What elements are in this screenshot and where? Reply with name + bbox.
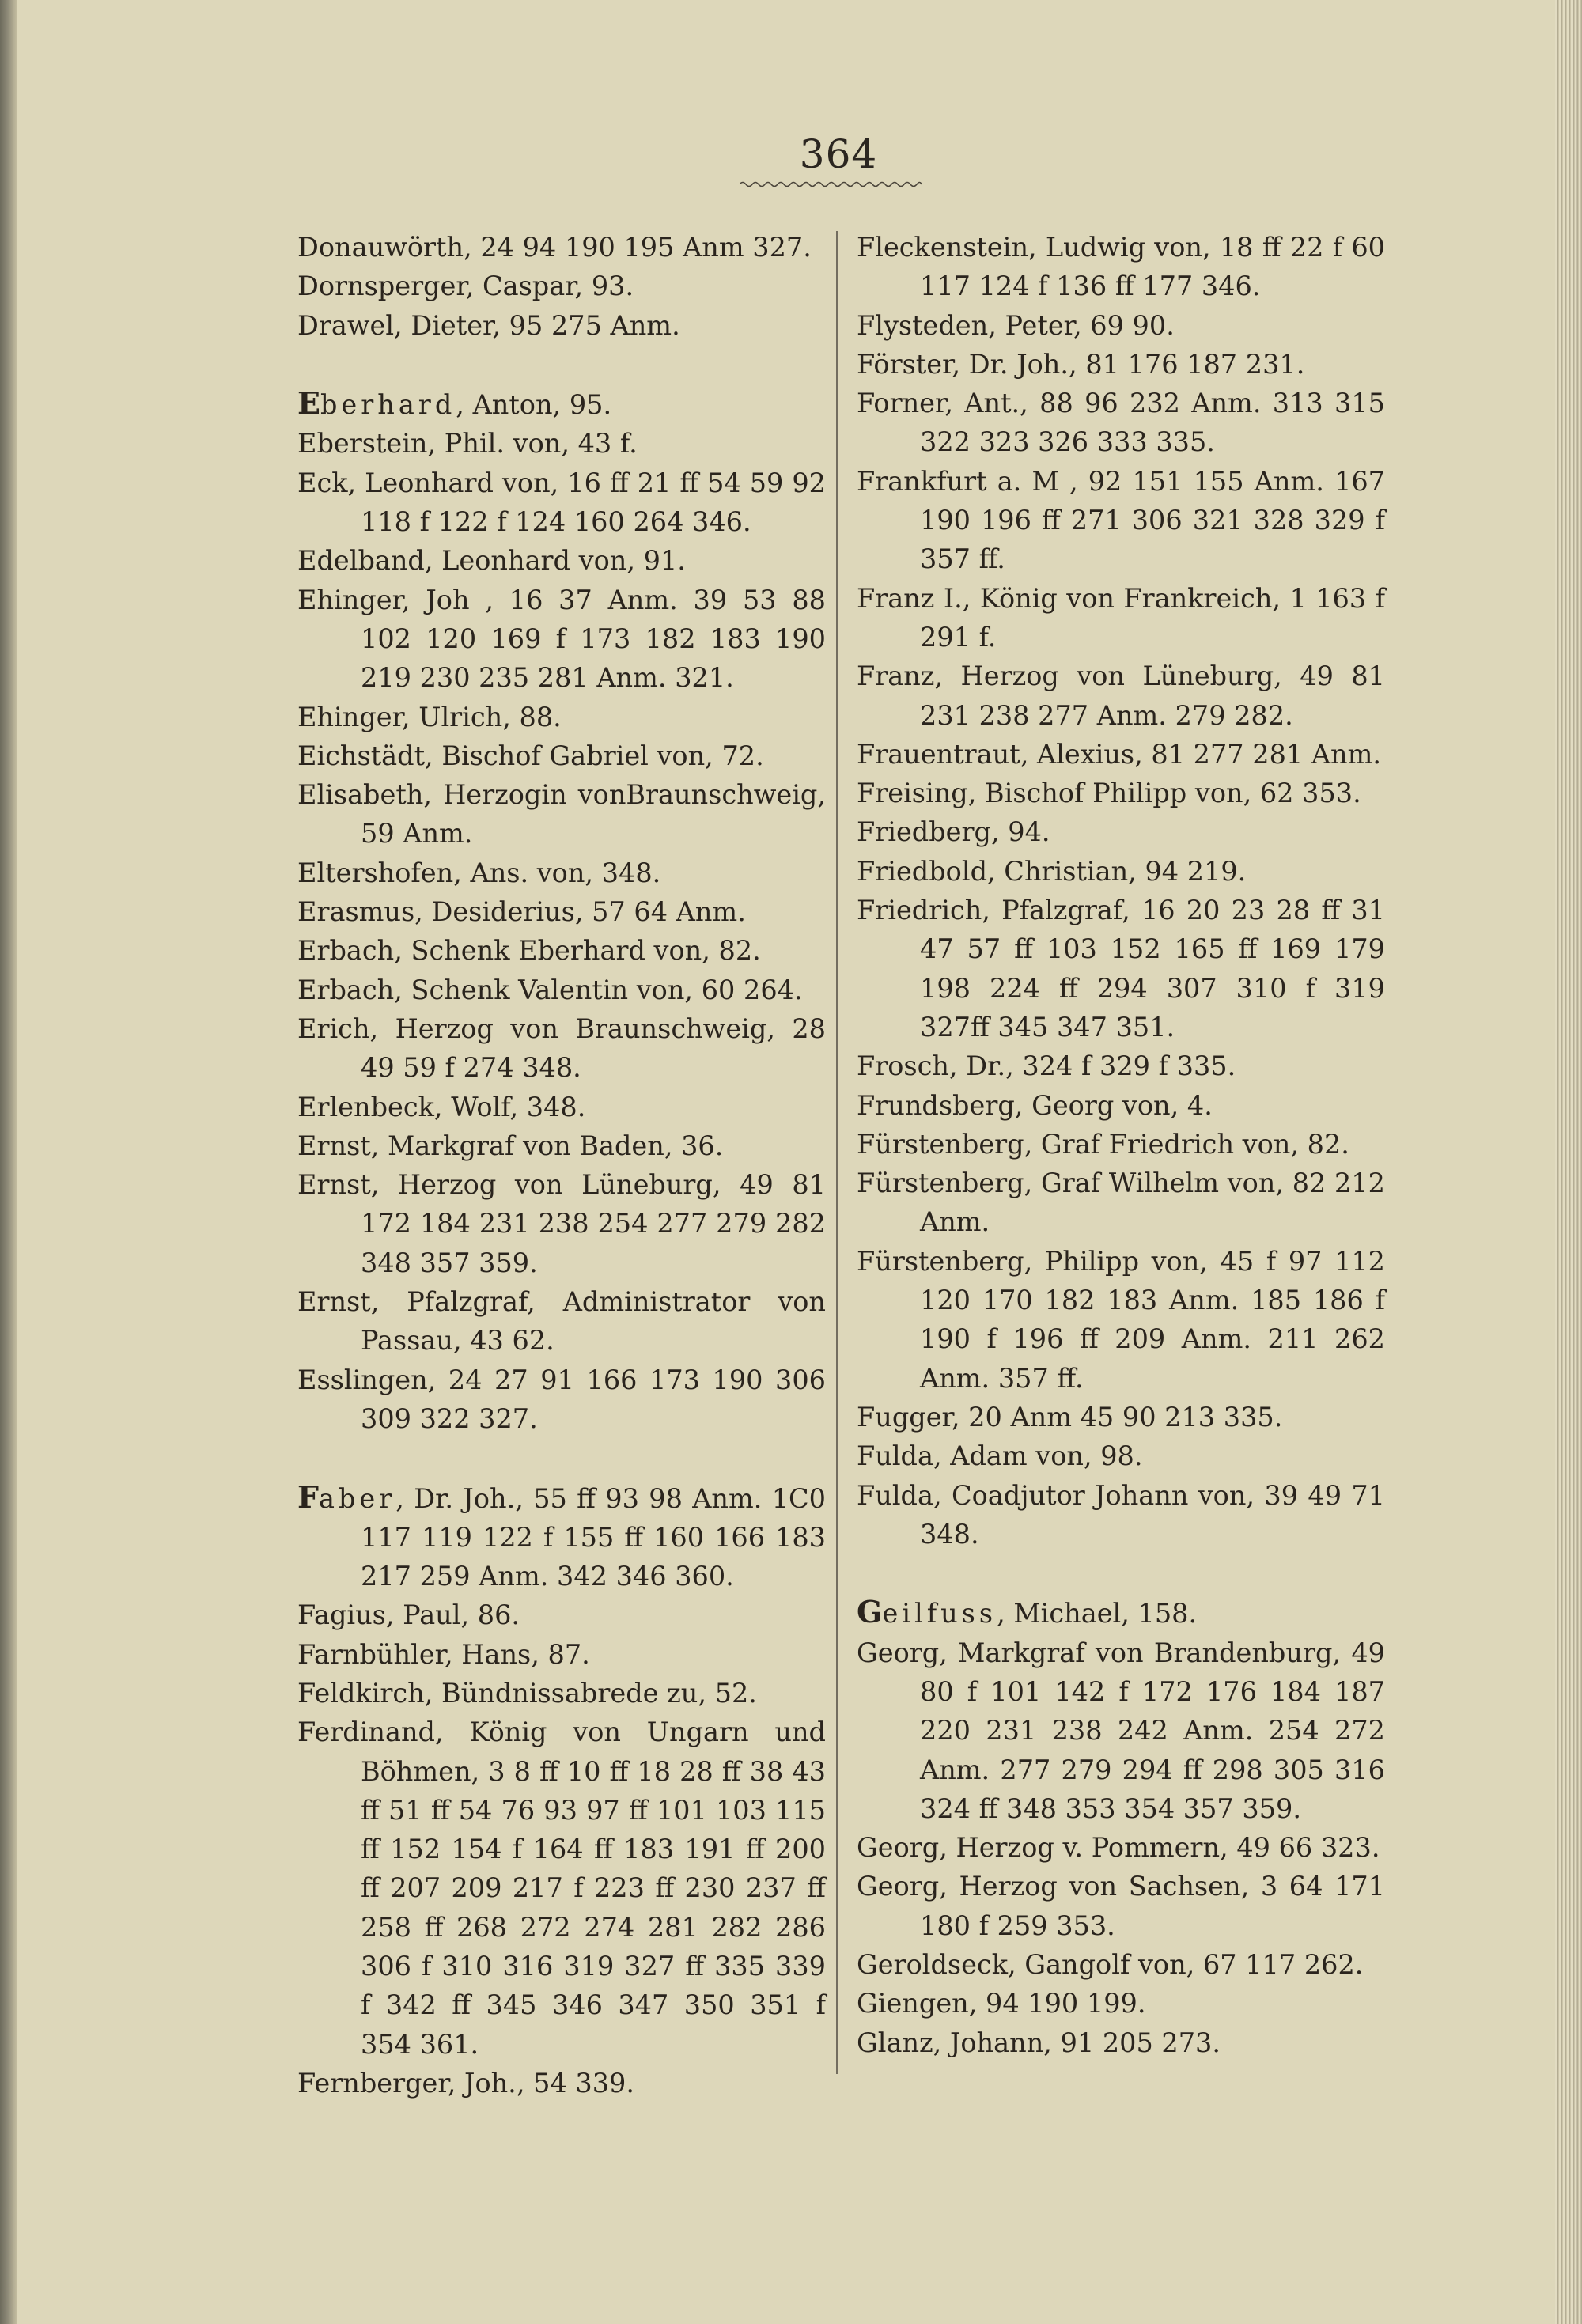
entry-text: Frundsberg, Georg von, 4. bbox=[857, 1089, 1213, 1121]
index-entry bbox=[857, 1047, 1385, 1085]
index-entry bbox=[297, 1713, 826, 2064]
index-entry bbox=[297, 1126, 826, 1165]
index-entry bbox=[297, 1595, 826, 1634]
entry-text: Feldkirch, Bündnissabrede zu, 52. bbox=[297, 1677, 757, 1709]
entry-text: Eck, Leonhard von, 16 ff 21 ff 54 59 92 118 f 122 f 124 160 264 346. bbox=[297, 467, 826, 538]
index-entry bbox=[297, 1478, 826, 1596]
entry-text: Friedbold, Christian, 94 219. bbox=[857, 855, 1247, 887]
index-entry bbox=[857, 345, 1385, 384]
index-entry bbox=[857, 1867, 1385, 1945]
index-entry bbox=[857, 1164, 1385, 1242]
index-entry bbox=[297, 581, 826, 698]
index-entry bbox=[297, 424, 826, 463]
index-entry bbox=[297, 698, 826, 736]
entry-text: Esslingen, 24 27 91 166 173 190 306 309 322 327. bbox=[297, 1364, 826, 1434]
index-entry bbox=[857, 1086, 1385, 1125]
entry-text: , Dr. Joh., 55 ff 93 98 Anm. 1C0 117 119 122 f 155 ff 160 166 183 217 259 Anm. 342 346 360. bbox=[361, 1482, 826, 1592]
index-entry bbox=[857, 852, 1385, 891]
index-entry bbox=[857, 735, 1385, 774]
entry-text: Frosch, Dr., 324 f 329 f 335. bbox=[857, 1050, 1236, 1082]
spaced-surname: eilfuss bbox=[882, 1598, 997, 1629]
page-number: 364 bbox=[799, 131, 878, 177]
index-entry bbox=[857, 306, 1385, 345]
index-entry bbox=[297, 267, 826, 305]
entry-text: Frauentraut, Alexius, 81 277 281 Anm. bbox=[857, 738, 1382, 770]
entry-text: Erich, Herzog von Braunschweig, 28 49 59 f 274 348. bbox=[297, 1012, 826, 1084]
entry-text: Georg, Herzog v. Pommern, 49 66 323. bbox=[857, 1832, 1380, 1864]
index-entry bbox=[857, 579, 1385, 657]
index-entry bbox=[297, 854, 826, 892]
entry-text: Förster, Dr. Joh., 81 176 187 231. bbox=[857, 348, 1305, 380]
index-entry bbox=[297, 541, 826, 580]
index-column-right bbox=[857, 228, 1385, 2062]
page-binding-edge bbox=[0, 0, 17, 2324]
entry-text: Fleckenstein, Ludwig von, 18 ff 22 f 60 117 124 f 136 ff 177 346. bbox=[857, 232, 1385, 302]
entry-text: Friedrich, Pfalzgraf, 16 20 23 28 ff 31 47 57 ff 103 152 165 ff 169 179 198 224 ff 294 307 310 f 319 327ff 345 347 351. bbox=[857, 895, 1385, 1043]
index-entry bbox=[297, 1009, 826, 1088]
entry-text: Donauwörth, 24 94 190 195 Anm 327. bbox=[297, 232, 812, 263]
entry-text: Giengen, 94 190 199. bbox=[857, 1988, 1146, 2019]
entry-text: Drawel, Dieter, 95 275 Anm. bbox=[297, 309, 680, 341]
entry-text: Eltershofen, Ans. von, 348. bbox=[297, 857, 661, 888]
entry-text: , Anton, 95. bbox=[456, 389, 612, 421]
index-entry bbox=[857, 228, 1385, 306]
index-entry bbox=[857, 774, 1385, 812]
index-entry bbox=[857, 2023, 1385, 2062]
entry-text: Erasmus, Desiderius, 57 64 Anm. bbox=[297, 896, 746, 928]
entry-text: Franz I., König von Frankreich, 1 163 f 291 f. bbox=[857, 582, 1385, 653]
entry-text: Erlenbeck, Wolf, 348. bbox=[297, 1091, 586, 1122]
entry-text: Fernberger, Joh., 54 339. bbox=[297, 2067, 634, 2099]
entry-text: Farnbühler, Hans, 87. bbox=[297, 1638, 590, 1670]
entry-text: Fürstenberg, Graf Friedrich von, 82. bbox=[857, 1128, 1349, 1160]
index-entry bbox=[857, 462, 1385, 579]
entry-text: Ernst, Markgraf von Baden, 36. bbox=[297, 1130, 724, 1161]
index-entry bbox=[857, 1398, 1385, 1436]
entry-text: Ehinger, Ulrich, 88. bbox=[297, 701, 562, 732]
index-entry bbox=[297, 931, 826, 970]
index-entry bbox=[297, 892, 826, 931]
entry-text: Eichstädt, Bischof Gabriel von, 72. bbox=[297, 740, 764, 771]
entry-text: Fürstenberg, Graf Wilhelm von, 82 212 Anm. bbox=[857, 1168, 1385, 1238]
index-column-left bbox=[297, 228, 826, 2103]
entry-text: Flysteden, Peter, 69 90. bbox=[857, 309, 1175, 341]
section-gap bbox=[297, 1438, 826, 1477]
wavy-rule-ornament bbox=[740, 179, 922, 190]
index-entry bbox=[857, 1242, 1385, 1398]
index-entry bbox=[857, 1436, 1385, 1475]
index-entry bbox=[857, 657, 1385, 735]
entry-text: Elisabeth, Herzogin vonBraunschweig, 59 Anm. bbox=[297, 779, 826, 850]
entry-text: Fulda, Adam von, 98. bbox=[857, 1440, 1143, 1472]
index-entry bbox=[857, 891, 1385, 1047]
index-entry bbox=[297, 1361, 826, 1439]
index-entry bbox=[297, 228, 826, 267]
index-entry bbox=[297, 1088, 826, 1126]
index-entry bbox=[297, 971, 826, 1009]
entry-text: Friedberg, 94. bbox=[857, 816, 1050, 848]
entry-text: , Michael, 158. bbox=[997, 1598, 1198, 1629]
page-fore-edge bbox=[1555, 0, 1582, 2324]
index-entry bbox=[857, 1984, 1385, 2023]
section-initial-letter: E bbox=[297, 385, 320, 422]
section-initial-letter: G bbox=[857, 1594, 883, 1630]
index-entry bbox=[857, 1945, 1385, 1984]
index-entry bbox=[297, 384, 826, 424]
section-gap bbox=[297, 345, 826, 384]
entry-text: Dornsperger, Caspar, 93. bbox=[297, 271, 634, 302]
entry-text: Fagius, Paul, 86. bbox=[297, 1599, 520, 1631]
index-entry bbox=[857, 384, 1385, 462]
entry-text: Freising, Bischof Philipp von, 62 353. bbox=[857, 778, 1361, 809]
index-entry bbox=[857, 1633, 1385, 1828]
index-entry bbox=[297, 1282, 826, 1361]
index-entry bbox=[297, 736, 826, 775]
entry-text: Erbach, Schenk Eberhard von, 82. bbox=[297, 935, 761, 967]
index-entry bbox=[857, 1476, 1385, 1554]
index-entry bbox=[857, 812, 1385, 851]
entry-text: Fugger, 20 Anm 45 90 213 335. bbox=[857, 1401, 1283, 1433]
index-entry bbox=[297, 1674, 826, 1713]
entry-text: Erbach, Schenk Valentin von, 60 264. bbox=[297, 974, 803, 1005]
section-initial-letter: F bbox=[297, 1478, 319, 1515]
index-entry bbox=[297, 2064, 826, 2103]
entry-text: Ernst, Pfalzgraf, Administrator von Passau, 43 62. bbox=[297, 1286, 826, 1357]
entry-text: Ferdinand, König von Ungarn und Böhmen, 3 8 ff 10 ff 18 28 ff 38 43 ff 51 ff 54 76 93 97 ff 101 103 115 ff 152 154 f 164 ff 183 191 ff 200 ff 207 209 217 f 223 ff 230 237 ff 258 ff 268 272 274 281 282 286 306 f 310 316 319 327 ff 335 339 f 342 ff 345 346 347 350 351 f 354 361. bbox=[297, 1717, 826, 2060]
index-entry bbox=[297, 306, 826, 345]
entry-text: Forner, Ant., 88 96 232 Anm. 313 315 322 323 326 333 335. bbox=[857, 388, 1385, 458]
entry-text: Georg, Herzog von Sachsen, 3 64 171 180 f 259 353. bbox=[857, 1871, 1385, 1941]
section-gap bbox=[857, 1554, 1385, 1592]
entry-text: Glanz, Johann, 91 205 273. bbox=[857, 2027, 1221, 2058]
entry-text: Edelband, Leonhard von, 91. bbox=[297, 545, 686, 577]
spaced-surname: aber bbox=[318, 1482, 396, 1514]
column-divider bbox=[836, 231, 838, 2074]
index-entry bbox=[297, 1165, 826, 1282]
index-entry bbox=[297, 464, 826, 542]
entry-text: Ehinger, Joh , 16 37 Anm. 39 53 88 102 120 169 f 173 182 183 190 219 230 235 281 Anm. 321. bbox=[297, 584, 826, 694]
index-entry bbox=[857, 1592, 1385, 1633]
index-entry bbox=[297, 1635, 826, 1674]
index-entry bbox=[857, 1828, 1385, 1867]
entry-text: Eberstein, Phil. von, 43 f. bbox=[297, 428, 638, 460]
entry-text: Georg, Markgraf von Brandenburg, 49 80 f 101 142 f 172 176 184 187 220 231 238 242 Anm. 254 272 Anm. 277 279 294 ff 298 305 316 324 ff 348 353 354 357 359. bbox=[857, 1637, 1385, 1824]
entry-text: Geroldseck, Gangolf von, 67 117 262. bbox=[857, 1949, 1364, 1981]
entry-text: Ernst, Herzog von Lüneburg, 49 81 172 184 231 238 254 277 279 282 348 357 359. bbox=[297, 1169, 826, 1278]
entry-text: Fürstenberg, Philipp von, 45 f 97 112 120 170 182 183 Anm. 185 186 f 190 f 196 ff 209 Anm. 211 262 Anm. 357 ff. bbox=[857, 1245, 1385, 1394]
spaced-surname: berhard bbox=[320, 389, 456, 421]
entry-text: Frankfurt a. M , 92 151 155 Anm. 167 190 196 ff 271 306 321 328 329 f 357 ff. bbox=[857, 465, 1385, 575]
index-entry bbox=[297, 775, 826, 854]
entry-text: Franz, Herzog von Lüneburg, 49 81 231 238 277 Anm. 279 282. bbox=[857, 660, 1385, 731]
entry-text: Fulda, Coadjutor Johann von, 39 49 71 348. bbox=[857, 1479, 1385, 1550]
index-entry bbox=[857, 1125, 1385, 1164]
